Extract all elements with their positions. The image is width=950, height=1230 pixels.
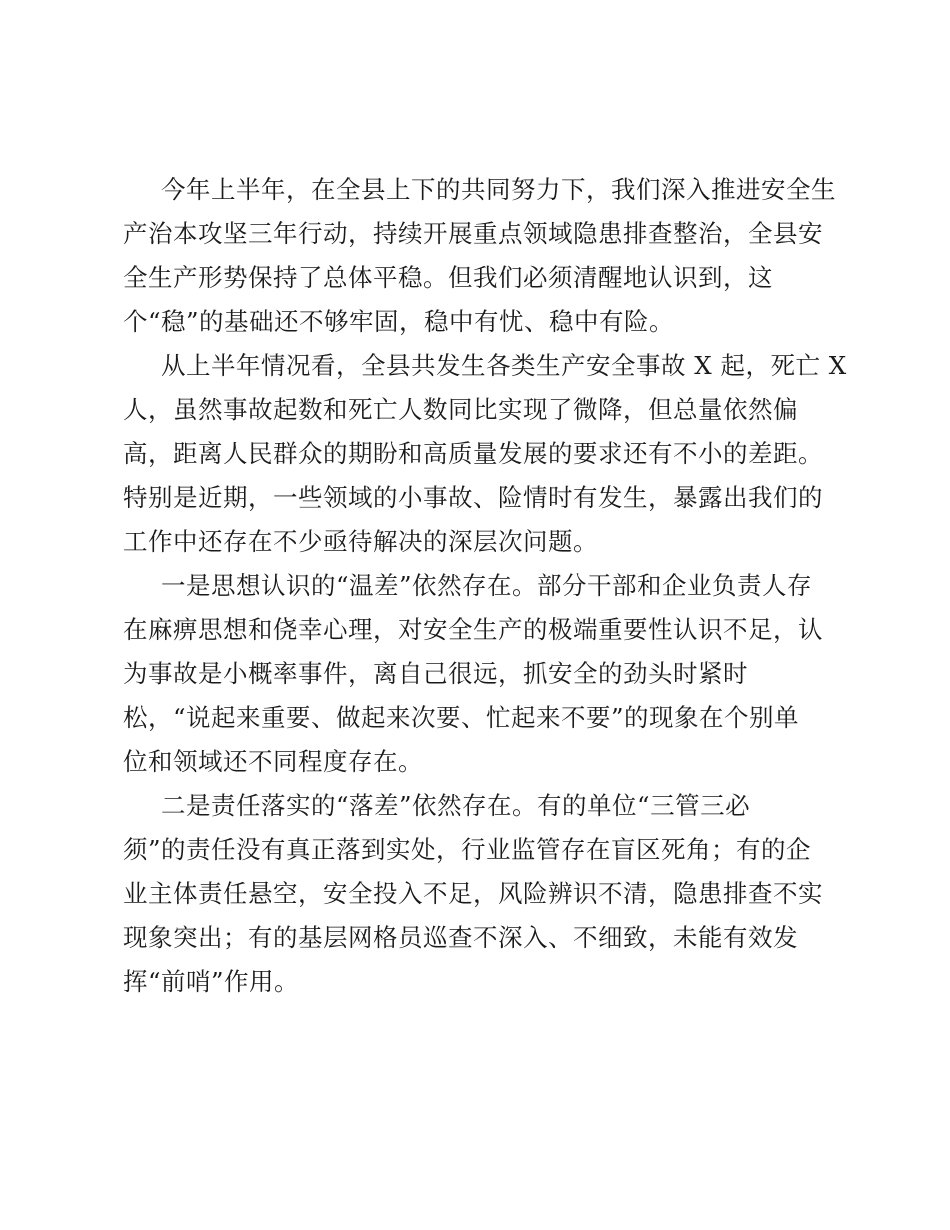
paragraph-line: 全生产形势保持了总体平稳。但我们必须清醒地认识到，这 <box>123 263 773 292</box>
paragraph-line: 松，“说起来重要、做起来次要、忙起来不要”的现象在个别单 <box>123 703 800 732</box>
paragraph-line: 挥“前哨”作用。 <box>123 967 300 996</box>
paragraph-1 <box>123 168 843 344</box>
paragraph-line: 个“稳”的基础还不够牢固，稳中有忧、稳中有险。 <box>123 307 675 336</box>
paragraph-line: 业主体责任悬空，安全投入不足，风险辨识不清，隐患排查不实 <box>123 879 823 908</box>
paragraph-line: 今年上半年，在全县上下的共同努力下，我们深入推进安全生 <box>161 175 836 204</box>
paragraph-line: 二是责任落实的“落差”依然存在。有的单位“三管三必 <box>161 791 751 820</box>
paragraph-line: 高，距离人民群众的期盼和高质量发展的要求还有不小的差距。 <box>123 439 823 468</box>
paragraph-2 <box>123 344 847 564</box>
paragraph-line: 从上半年情况看，全县共发生各类生产安全事故 X 起，死亡 X <box>161 351 847 380</box>
paragraph-line: 特别是近期，一些领域的小事故、险情时有发生，暴露出我们的 <box>123 483 823 512</box>
paragraph-line: 现象突出；有的基层网格员巡查不深入、不细致，未能有效发 <box>123 923 798 952</box>
paragraph-line: 须”的责任没有真正落到实处，行业监管存在盲区死角；有的企 <box>123 835 812 864</box>
paragraph-line: 位和领域还不同程度存在。 <box>123 747 423 776</box>
paragraph-3 <box>123 564 843 784</box>
paragraph-line: 为事故是小概率事件，离自己很远，抓安全的劲头时紧时 <box>123 659 748 688</box>
paragraph-line: 人，虽然事故起数和死亡人数同比实现了微降，但总量依然偏 <box>123 395 798 424</box>
paragraph-line: 在麻痹思想和侥幸心理，对安全生产的极端重要性认识不足，认 <box>123 615 823 644</box>
paragraph-4 <box>123 784 843 1004</box>
document-body <box>123 168 847 1004</box>
paragraph-line: 产治本攻坚三年行动，持续开展重点领域隐患排查整治，全县安 <box>123 219 823 248</box>
paragraph-line: 一是思想认识的“温差”依然存在。部分干部和企业负责人存 <box>161 571 813 600</box>
paragraph-line: 工作中还存在不少亟待解决的深层次问题。 <box>123 527 598 556</box>
